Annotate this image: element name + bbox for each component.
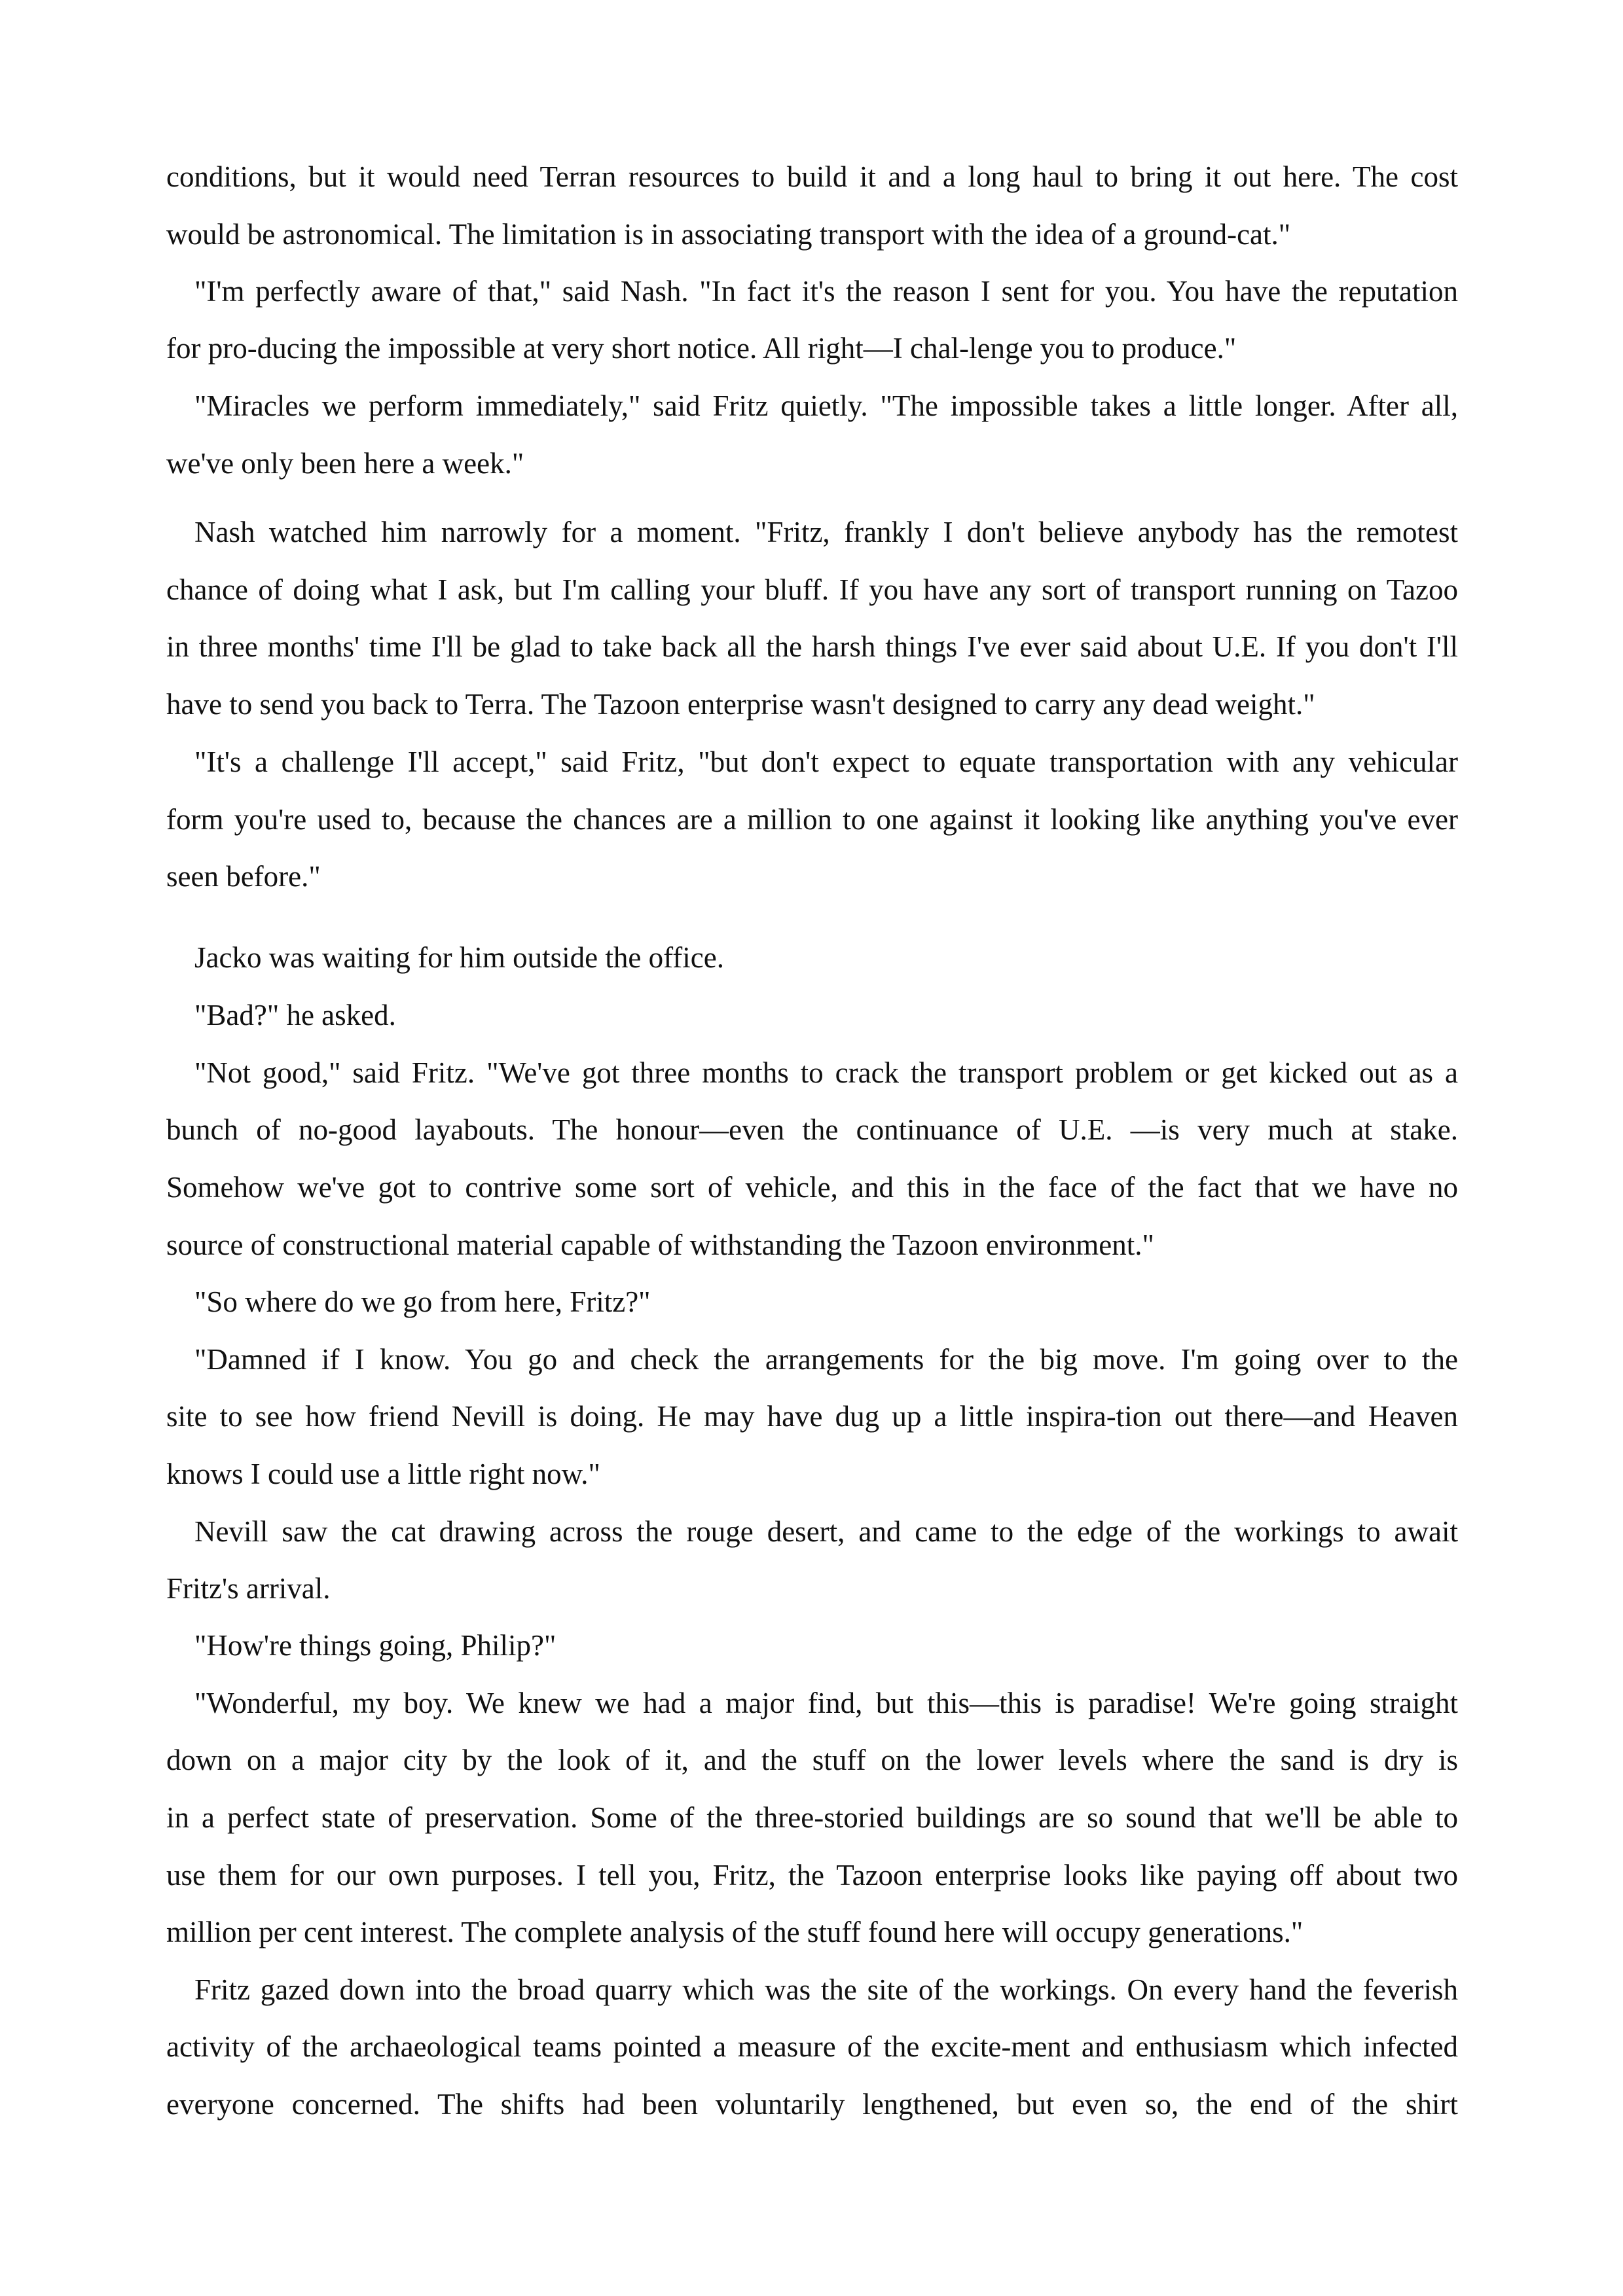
- text-line: down on a major city by the look of it, and the stuff on the lower levels where the sand is dry is: [166, 1744, 1458, 1776]
- text-line: in a perfect state of preservation. Some of the three-storied buildings are so sound that we'll be able to: [166, 1801, 1458, 1834]
- text-line: conditions, but it would need Terran resources to build it and a long haul to bring it out here. The cost: [166, 160, 1458, 193]
- text-line: would be astronomical. The limitation is in associating transport with the idea of a ground-cat.": [166, 218, 1291, 251]
- text-line: knows I could use a little right now.": [166, 1458, 600, 1490]
- text-line: Somehow we've got to contrive some sort of vehicle, and this in the face of the fact that we have no: [166, 1171, 1458, 1204]
- text-line: "Wonderful, my boy. We knew we had a major find, but this—this is paradise! We're going straight: [194, 1687, 1458, 1719]
- text-line: million per cent interest. The complete analysis of the stuff found here will occupy generations.": [166, 1916, 1304, 1948]
- text-line: "How're things going, Philip?": [194, 1629, 556, 1662]
- text-line: bunch of no-good layabouts. The honour—even the continuance of U.E. —is very much at stake.: [166, 1113, 1458, 1146]
- text-line: seen before.": [166, 860, 321, 893]
- text-line: site to see how friend Nevill is doing. He may have dug up a little inspira-tion out there—and Heaven: [166, 1400, 1458, 1433]
- text-line: Jacko was waiting for him outside the office.: [194, 941, 724, 974]
- text-line: "Bad?" he asked.: [194, 999, 396, 1031]
- text-line: "I'm perfectly aware of that," said Nash. "In fact it's the reason I sent for you. You have the reputation: [194, 275, 1458, 308]
- text-line: everyone concerned. The shifts had been voluntarily lengthened, but even so, the end of the shirt: [166, 2088, 1458, 2121]
- text-line: Fritz's arrival.: [166, 1572, 331, 1605]
- text-line: "So where do we go from here, Fritz?": [194, 1285, 651, 1318]
- text-line: Fritz gazed down into the broad quarry which was the site of the workings. On every hand the feverish: [194, 1973, 1458, 2006]
- text-line: Nevill saw the cat drawing across the rouge desert, and came to the edge of the workings to await: [194, 1515, 1458, 1548]
- text-line: for pro-ducing the impossible at very short notice. All right—I chal-lenge you to produce.": [166, 332, 1237, 365]
- text-line: chance of doing what I ask, but I'm calling your bluff. If you have any sort of transport running on Tazoo: [166, 573, 1458, 606]
- text-line: "Damned if I know. You go and check the arrangements for the big move. I'm going over to the: [194, 1343, 1458, 1376]
- text-line: we've only been here a week.": [166, 447, 524, 480]
- text-line: Nash watched him narrowly for a moment. "Fritz, frankly I don't believe anybody has the remotest: [194, 516, 1458, 548]
- text-line: form you're used to, because the chances are a million to one against it looking like anything you've ever: [166, 803, 1458, 836]
- text-line: "Not good," said Fritz. "We've got three months to crack the transport problem or get kicked out as a: [194, 1056, 1458, 1089]
- text-line: "It's a challenge I'll accept," said Fritz, "but don't expect to equate transportation with any vehicular: [194, 745, 1458, 778]
- text-line: "Miracles we perform immediately," said Fritz quietly. "The impossible takes a little longer. After all,: [194, 389, 1458, 422]
- text-line: use them for our own purposes. I tell you, Fritz, the Tazoon enterprise looks like paying off about two: [166, 1859, 1458, 1892]
- text-line: source of constructional material capable of withstanding the Tazoon environment.": [166, 1229, 1154, 1261]
- text-line: activity of the archaeological teams pointed a measure of the excite-ment and enthusiasm which infected: [166, 2030, 1458, 2063]
- text-line: have to send you back to Terra. The Tazoon enterprise wasn't designed to carry any dead weight.": [166, 688, 1315, 721]
- text-line: in three months' time I'll be glad to take back all the harsh things I've ever said about U.E. If you don't I'll: [166, 630, 1458, 663]
